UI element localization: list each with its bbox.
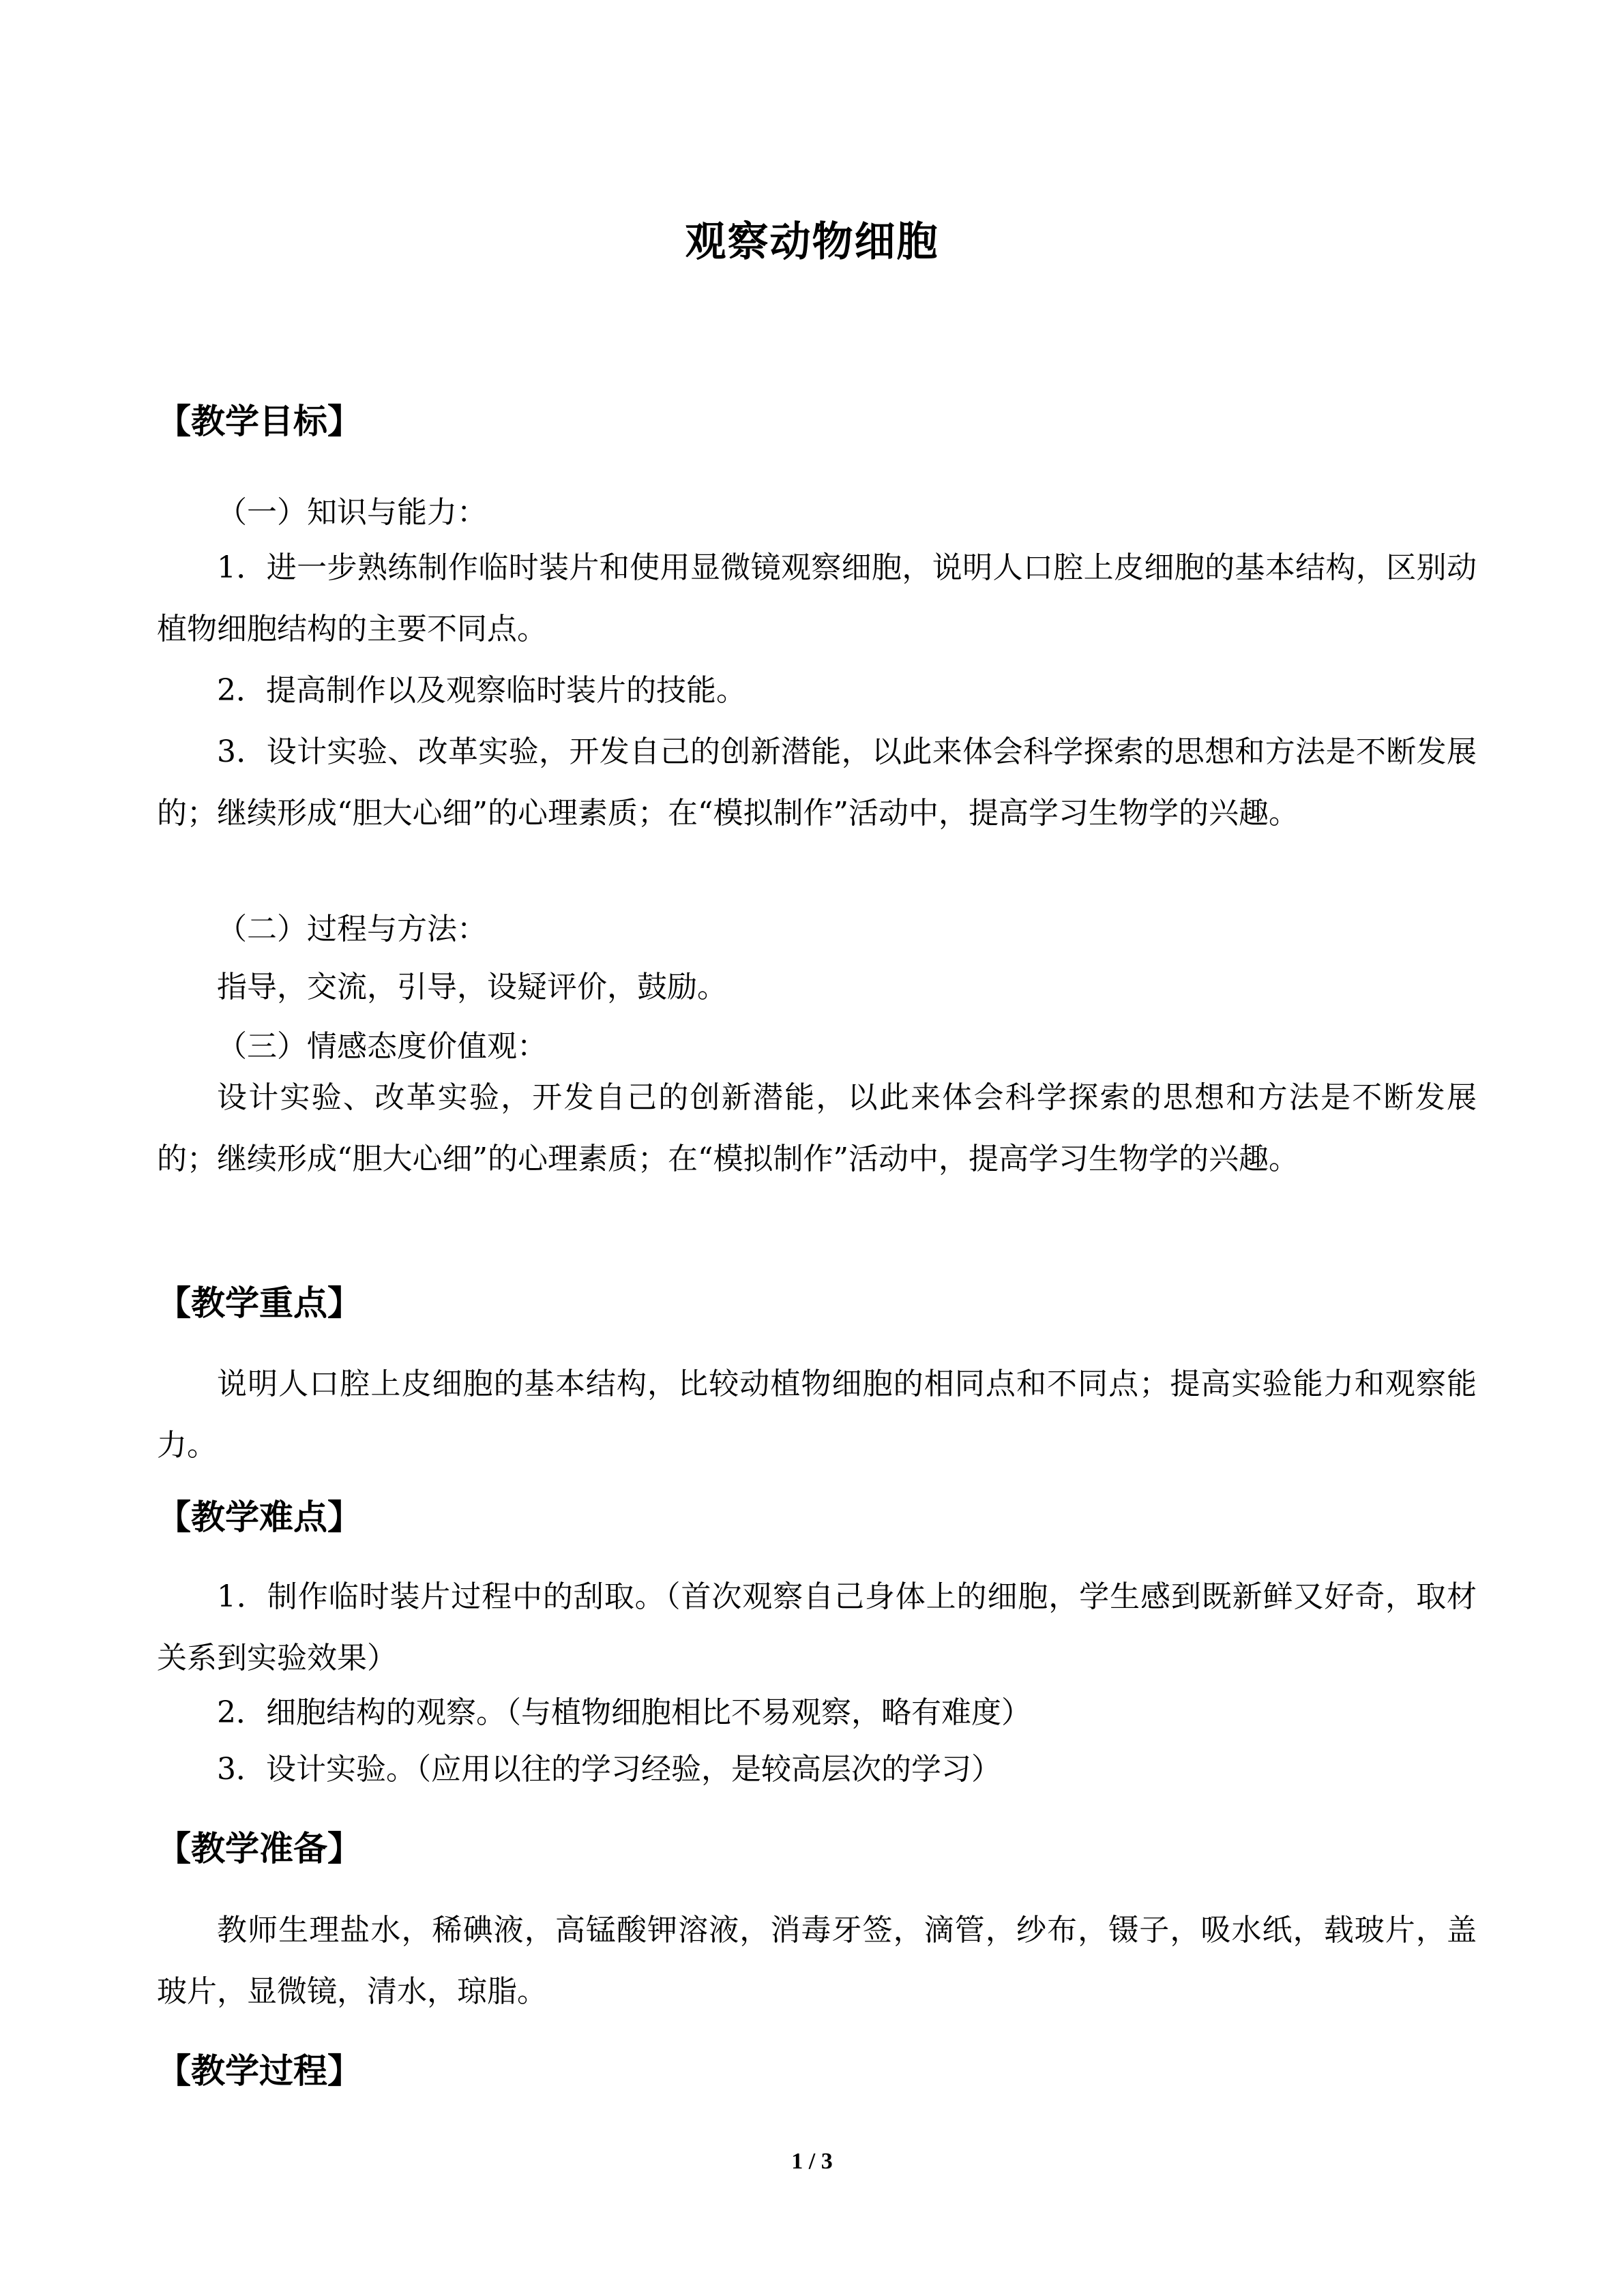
objectives-heading: 【教学目标】: [157, 401, 361, 441]
emotion-text: 设计实验、改革实验，开发自己的创新潜能，以此来体会科学探索的思想和方法是不断发展的；继续形成“胆大心细”的心理素质；在“模拟制作”活动中，提高学习生物学的兴趣。: [157, 1080, 1477, 1176]
preparation-text: 教师生理盐水，稀碘液，高锰酸钾溶液，消毒牙签，滴管，纱布，镊子，吸水纸，载玻片，盖玻片，显微镜，清水，琼脂。: [157, 1913, 1477, 2009]
objective-item-2: 2．提高制作以及观察临时装片的技能。: [217, 673, 746, 708]
objective-item-3: 3．设计实验、改革实验，开发自己的创新潜能，以此来体会科学探索的思想和方法是不断发展的；继续形成“胆大心细”的心理素质；在“模拟制作”活动中，提高学习生物学的兴趣。: [157, 734, 1477, 831]
key-points-text: 说明人口腔上皮细胞的基本结构，比较动植物细胞的相同点和不同点；提高实验能力和观察能力。: [157, 1367, 1477, 1463]
page-title: 观察动物细胞: [685, 218, 939, 266]
process-subheading: （二）过程与方法：: [217, 912, 487, 946]
difficulties-heading: 【教学难点】: [157, 1497, 361, 1537]
objective-item-1: 1．进一步熟练制作临时装片和使用显微镜观察细胞，说明人口腔上皮细胞的基本结构，区别动植物细胞结构的主要不同点。: [157, 550, 1477, 646]
difficulty-item-1: 1．制作临时装片过程中的刮取。（首次观察自己身体上的细胞，学生感到既新鲜又好奇，取材关系到实验效果）: [157, 1579, 1477, 1675]
difficulty-item-3: 3．设计实验。（应用以往的学习经验，是较高层次的学习）: [217, 1752, 1001, 1787]
process-heading: 【教学过程】: [157, 2051, 361, 2091]
preparation-heading: 【教学准备】: [157, 1828, 361, 1868]
knowledge-subheading: （一）知识与能力：: [217, 495, 487, 530]
emotion-subheading: （三）情感态度价值观：: [217, 1029, 547, 1064]
difficulty-item-2: 2．细胞结构的观察。（与植物细胞相比不易观察，略有难度）: [217, 1695, 1031, 1730]
key-points-heading: 【教学重点】: [157, 1283, 361, 1323]
page-number: 1 / 3: [791, 2149, 833, 2174]
process-text: 指导，交流，引导，设疑评价，鼓励。: [217, 970, 727, 1004]
